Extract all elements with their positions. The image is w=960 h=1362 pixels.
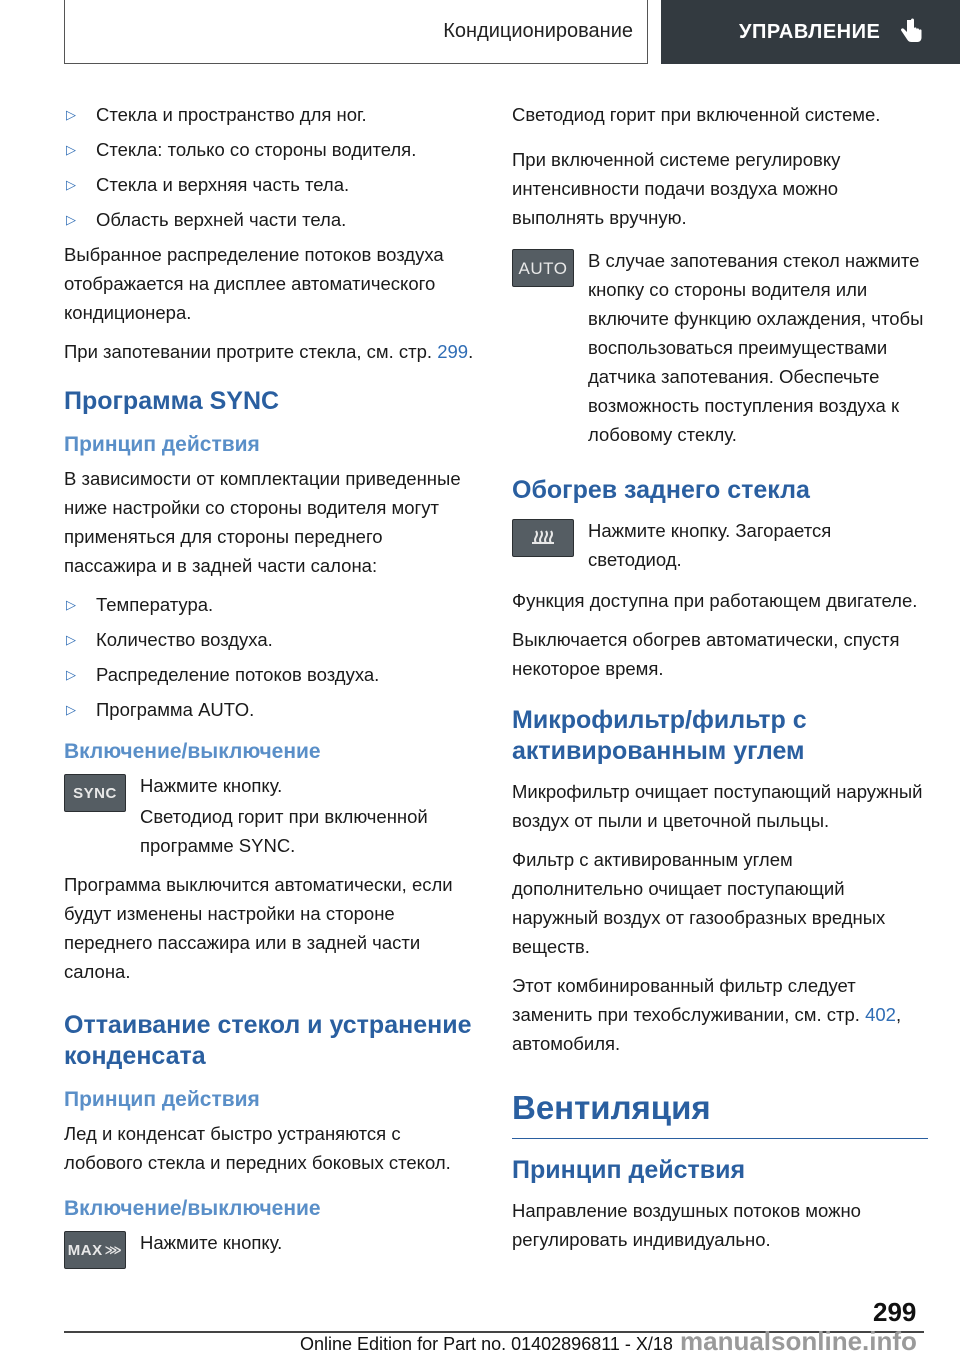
sync-line: Нажмите кнопку. [140,775,283,796]
header-chapter-title: УПРАВЛЕНИЕ [739,20,881,43]
paragraph: Направление воздушных потоков можно регулировать индивидуально. [512,1200,861,1250]
triangle-bullet-icon: ▷ [66,667,76,682]
max-line: Нажмите кнопку. [140,1232,283,1253]
sync-button-icon: SYNC [64,774,126,812]
rear-window-heat-icon [512,519,574,557]
subsection-heading: Включение/выключение [64,1197,321,1220]
list-item: ▷ Область верхней части тела. [64,205,478,234]
header-chapter-tab[interactable] [661,0,960,64]
subsection-heading: Включение/выключение [64,740,321,763]
triangle-bullet-icon: ▷ [66,702,76,717]
left-column [64,100,478,1269]
hand-pointer-icon [898,18,924,46]
triangle-bullet-icon: ▷ [66,177,76,192]
section-heading: Обогрев заднего стекла [512,476,810,504]
rear-text: Нажмите кнопку. Загорается светодиод. [588,520,832,570]
subsection-heading: Принцип действия [64,1088,260,1111]
subsection-heading: Принцип действия [64,433,260,456]
watermark: manualsonline.info [680,1326,917,1356]
auto-text: В случае запотевания стекол нажмите кнопку со стороны водителя или включите функцию охлаждения, чтобы воспользоваться преимуществами датчика запотевания. Обеспечьте возможность поступления воздуха к лобовому стеклу. [588,250,924,445]
triangle-bullet-icon: ▷ [66,142,76,157]
paragraph: Лед и конденсат быстро устраняются с лобового стекла и передних боковых стекол. [64,1123,451,1173]
header-section-tab [64,0,648,64]
rear-heat-glyph-icon [527,527,559,549]
page-link[interactable]: 402 [865,1004,896,1025]
max-defrost-button-icon: MAX ⋙ [64,1231,126,1269]
section-heading: Принцип действия [512,1156,746,1184]
list-item: ▷ Количество воздуха. [64,625,478,654]
paragraph: Программа выключится автоматически, если будут изменены настройки на стороне переднего пассажира или в задней части салона. [64,874,453,982]
paragraph: Выключается обогрев автоматически, спустя некоторое время. [512,629,900,679]
triangle-bullet-icon: ▷ [66,597,76,612]
paragraph: Этот комбинированный фильтр следует заменить при техобслуживании, см. стр. 402, автомобиля. [512,975,902,1054]
paragraph: Светодиод горит при включенной программе SYNC. [140,806,428,856]
list-item: ▷ Распределение потоков воздуха. [64,660,478,689]
triangle-bullet-icon: ▷ [66,212,76,227]
paragraph: При запотевании протрите стекла, см. стр. 299. [64,341,474,362]
list-item: ▷ Стекла и пространство для ног. [64,100,478,129]
paragraph: Фильтр с активированным углем дополнительно очищает поступающий наружный воздух от газообразных вредных веществ. [512,849,886,957]
paragraph: При включенной системе регулировку интенсивности подачи воздуха можно выполнять вручную. [512,149,841,228]
chapter-heading: Вентиляция [512,1088,928,1139]
list-item: ▷ Стекла и верхняя часть тела. [64,170,478,199]
paragraph: Функция доступна при работающем двигателе. [512,590,918,611]
auto-instruction [512,246,928,449]
list-item: ▷ Температура. [64,590,478,619]
triangle-bullet-icon: ▷ [66,107,76,122]
section-heading: Микрофильтр/фильтр с активированным углем [512,706,807,765]
section-heading: Оттаивание стекол и устранение конденсата [64,1011,472,1070]
rear-defrost-instruction [512,516,928,574]
paragraph: Микрофильтр очищает поступающий наружный воздух от пыли и цветочной пыльцы. [512,781,923,831]
section-heading: Программа SYNC [64,387,280,415]
triangle-bullet-icon: ▷ [66,632,76,647]
windshield-heat-icon: ⋙ [104,1242,123,1257]
right-column [512,100,928,1264]
list-item: ▷ Программа AUTO. [64,695,478,724]
page-number: 299 [873,1297,917,1327]
paragraph: Светодиод горит при включенной системе. [512,104,881,125]
footer-edition: Online Edition for Part no. 01402896811 - X/18 [300,1334,673,1354]
paragraph: В зависимости от комплектации приведенные ниже настройки со стороны водителя могут применяться для стороны переднего пассажира и в задней части салона: [64,468,461,576]
page-link[interactable]: 299 [437,341,469,362]
auto-button-icon: AUTO [512,249,574,287]
max-instruction [64,1228,478,1269]
paragraph: Выбранное распределение потоков воздуха отображается на дисплее автоматического кондиционера. [64,244,444,323]
list-item: ▷ Стекла: только со стороны водителя. [64,135,478,164]
header-section-title: Кондиционирование [443,20,633,42]
